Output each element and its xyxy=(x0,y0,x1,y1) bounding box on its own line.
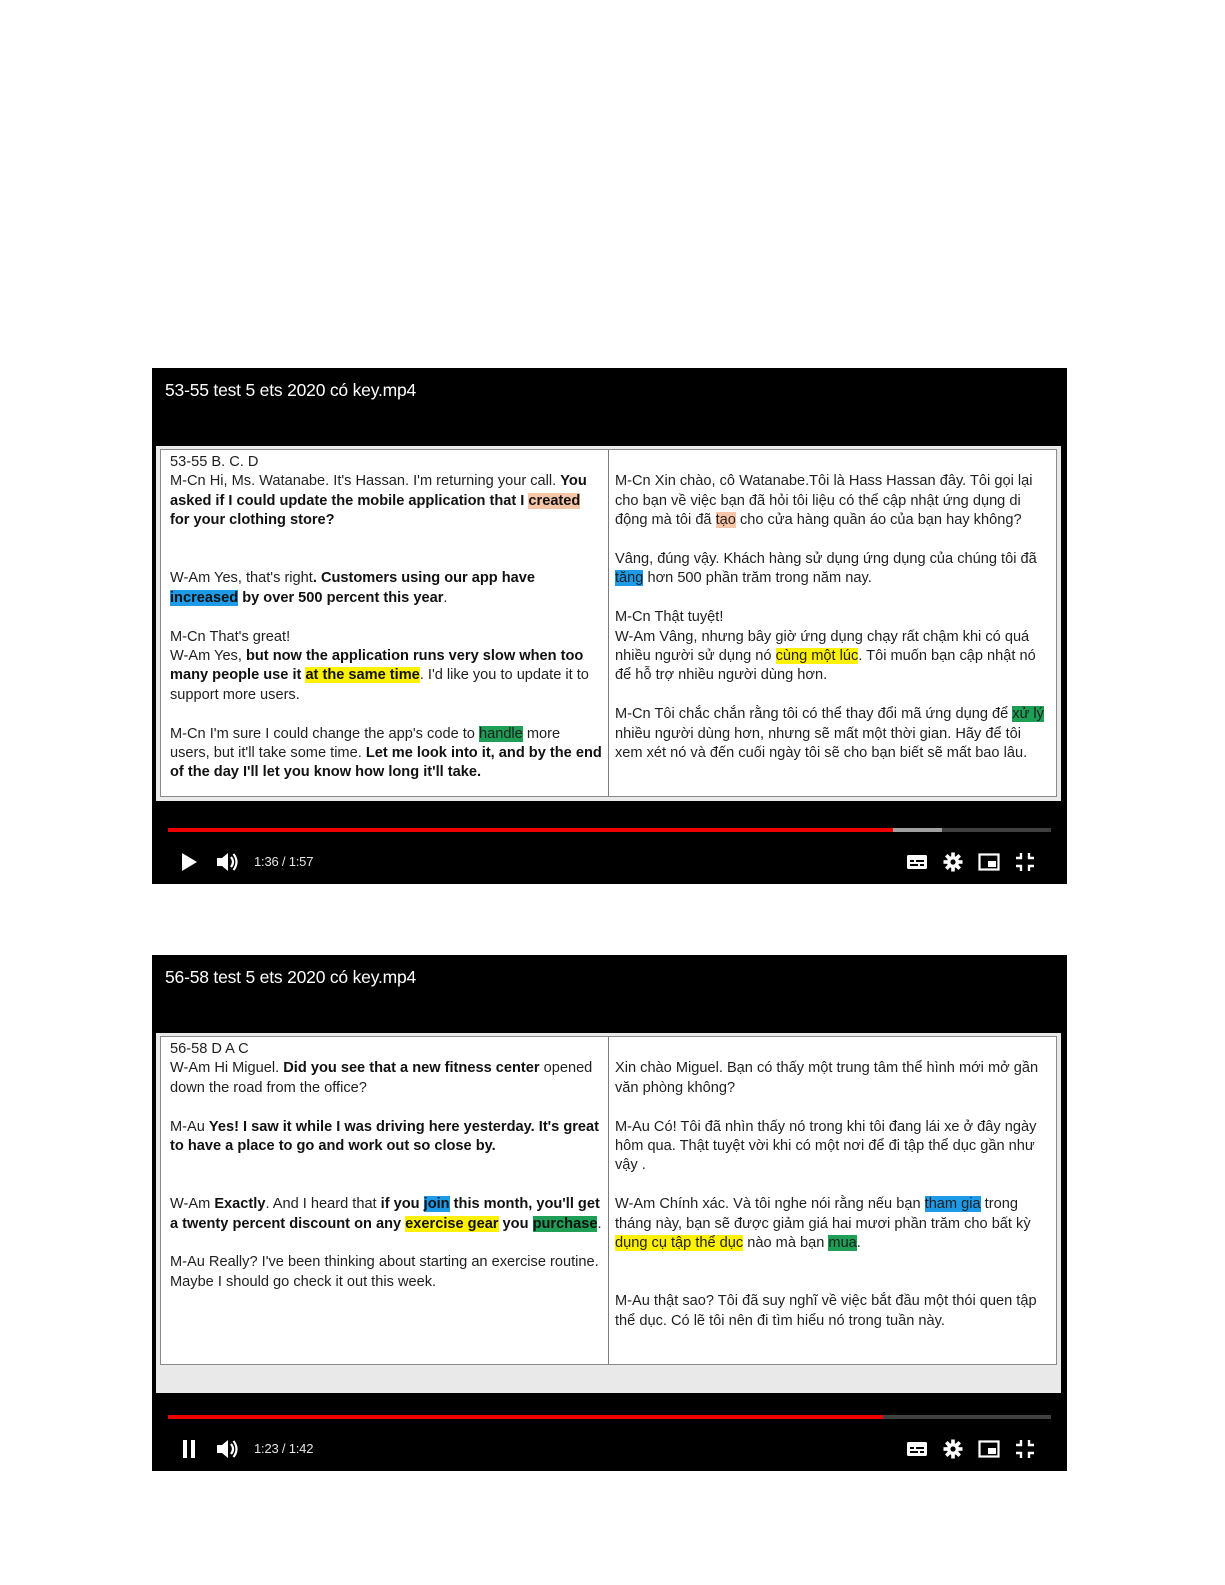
text-span-bold: if you xyxy=(380,1196,424,1213)
subtitles-button[interactable] xyxy=(904,850,930,874)
text-span: Vâng, đúng vậy. Khách hàng sử dụng ứng dụng của chúng tôi đã xyxy=(615,551,1037,567)
transcript-paragraph: Xin chào Miguel. Bạn có thấy một trung tâm thể hình mới mở gần văn phòng không? xyxy=(615,1060,1039,1096)
highlight-blue: increased xyxy=(170,589,239,606)
transcript-paragraph: M-Cn Thật tuyệt! xyxy=(615,609,724,626)
highlight-green: mua xyxy=(828,1235,857,1252)
player-controls xyxy=(152,804,1067,884)
transcript-paragraph xyxy=(615,472,1051,530)
transcript-table xyxy=(160,449,1057,797)
gear-icon xyxy=(943,852,963,872)
text-span: . Tôi muốn bạn cập nhật nó để hỗ trợ nhiều người dùng hơn. xyxy=(615,648,1036,684)
transcript-paragraph xyxy=(170,1118,603,1157)
highlight-yellow: exercise gear xyxy=(405,1215,499,1232)
control-row xyxy=(152,840,1067,884)
progress-played xyxy=(168,828,893,832)
text-span-bold: Let me look into it, and by the end of the day I'll let you know how long it'll take. xyxy=(170,745,602,781)
text-span-bold: by over 500 percent this year xyxy=(238,589,444,606)
video-title: 56-58 test 5 ets 2020 có key.mp4 xyxy=(165,967,417,987)
vietnamese-transcript-column xyxy=(609,1037,1056,1364)
text-span: more users, but it'll take some time. xyxy=(170,725,561,762)
transcript-paragraph: M-Au Có! Tôi đã nhìn thấy nó trong khi tôi đang lái xe ở đây ngày hôm qua. Thật tuyệt vời khi có một nơi để đi tập thể dục gần như vậy . xyxy=(615,1118,1037,1174)
transcript-paragraph xyxy=(170,647,603,705)
subtitles-icon xyxy=(906,1441,928,1457)
play-icon xyxy=(180,852,198,872)
highlight-orange: created xyxy=(528,492,581,509)
transcript-paragraph xyxy=(615,705,1051,763)
transcript-paragraph: M-Au thật sao? Tôi đã suy nghĩ về việc bắt đầu một thói quen tập thể dục. Có lẽ tôi nên đi tìm hiểu nó trong tuần này. xyxy=(615,1293,1037,1329)
english-transcript-column xyxy=(161,450,609,796)
highlight-green: xử lý xyxy=(1012,706,1044,723)
transcript-paragraph xyxy=(170,725,603,783)
transcript-paragraph xyxy=(615,628,1051,686)
text-span: . xyxy=(597,1215,602,1232)
text-span-bold: You asked if I could update the mobile application that I xyxy=(170,473,587,509)
highlight-yellow: cùng một lúc xyxy=(775,648,859,665)
time-display: 1:36 / 1:57 xyxy=(254,854,314,869)
vietnamese-transcript-column xyxy=(609,450,1056,796)
transcript-paragraph xyxy=(170,1195,603,1234)
text-span-bold: . Customers using our app have xyxy=(312,570,536,587)
text-span: . I'd like you to update it to support more users. xyxy=(170,667,589,703)
play-button[interactable] xyxy=(176,850,202,874)
pause-icon xyxy=(181,1439,197,1459)
video-player-2[interactable] xyxy=(152,955,1067,1471)
transcript-paragraph xyxy=(615,1195,1051,1253)
video-frame-document xyxy=(156,1033,1061,1393)
highlight-blue: join xyxy=(423,1196,450,1213)
volume-button[interactable] xyxy=(214,1437,240,1461)
transcript-table xyxy=(160,1036,1057,1365)
volume-icon xyxy=(215,1438,239,1460)
text-span-bold: Yes! I saw it while I was driving here yesterday. It's great to have a place to go and work out so close by. xyxy=(170,1118,600,1155)
text-span: hơn 500 phần trăm trong năm nay. xyxy=(643,570,872,587)
transcript-paragraph: M-Au Really? I've been thinking about starting an exercise routine. Maybe I should go check it out this week. xyxy=(170,1254,599,1290)
text-span: nào mà bạn xyxy=(743,1235,829,1252)
transcript-paragraph xyxy=(615,550,1051,589)
progress-bar[interactable] xyxy=(168,1415,1051,1419)
text-span: opened down the road from the office? xyxy=(170,1060,593,1096)
text-span: W-Am Yes, xyxy=(170,648,246,665)
text-span: W-Am Chính xác. Và tôi nghe nói rằng nếu bạn xyxy=(615,1196,925,1213)
settings-button[interactable] xyxy=(940,1437,966,1461)
progress-played xyxy=(168,1415,883,1419)
volume-button[interactable] xyxy=(214,850,240,874)
volume-icon xyxy=(215,851,239,873)
text-span-bold: this month, you'll get a twenty percent discount on any xyxy=(170,1196,600,1232)
transcript-paragraph xyxy=(170,472,603,530)
time-display: 1:23 / 1:42 xyxy=(254,1441,314,1456)
text-span: M-Au xyxy=(170,1118,209,1135)
text-span: M-Cn I'm sure I could change the app's code to xyxy=(170,725,479,742)
text-span-bold: but now the application runs very slow when too many people use it xyxy=(170,648,584,684)
transcript-header: 56-58 D A C xyxy=(170,1041,249,1057)
text-span: W-Am xyxy=(170,1196,215,1213)
english-transcript-column xyxy=(161,1037,609,1364)
miniplayer-button[interactable] xyxy=(976,1437,1002,1461)
text-span: W-Am Yes, that's right xyxy=(170,570,313,587)
highlight-blue: tham gia xyxy=(924,1196,981,1213)
highlight-yellow: dụng cụ tập thể dục xyxy=(615,1235,744,1252)
highlight-green: handle xyxy=(478,725,523,742)
video-player-1[interactable] xyxy=(152,368,1067,884)
text-span: M-Cn Hi, Ms. Watanabe. It's Hassan. I'm returning your call. xyxy=(170,473,561,490)
text-span-bold: Did you see that a new fitness center xyxy=(283,1060,540,1077)
exit-fullscreen-button[interactable] xyxy=(1012,850,1038,874)
miniplayer-icon xyxy=(978,1440,1000,1458)
exit-fullscreen-icon xyxy=(1015,852,1035,872)
text-span: W-Am Vâng, nhưng bây giờ ứng dụng chạy rất chậm khi có quá nhiều người sử dụng nó xyxy=(615,628,1030,665)
video-frame-document xyxy=(156,446,1061,801)
text-span: W-Am Hi Miguel. xyxy=(170,1060,284,1077)
text-span: . xyxy=(443,589,448,606)
highlight-orange: tạo xyxy=(715,512,736,529)
text-span: M-Cn Xin chào, cô Watanabe.Tôi là Hass Hassan đây. Tôi gọi lại cho bạn về việc bạn đã hỏi tôi liệu có thể cập nhật ứng dụng di động mà tôi đã xyxy=(615,473,1033,529)
miniplayer-button[interactable] xyxy=(976,850,1002,874)
text-span: cho cửa hàng quần áo của bạn hay không? xyxy=(735,512,1022,529)
subtitles-button[interactable] xyxy=(904,1437,930,1461)
highlight-green: purchase xyxy=(532,1215,598,1232)
text-span: nhiều người dùng hơn, nhưng sẽ mất một thời gian. Hãy để tôi xem xét nó và đến cuối ngày tôi sẽ cho bạn biết sẽ mất bao lâu. xyxy=(615,725,1028,762)
pause-button[interactable] xyxy=(176,1437,202,1461)
highlight-blue: tăng xyxy=(615,570,644,587)
exit-fullscreen-button[interactable] xyxy=(1012,1437,1038,1461)
text-span-bold: Exactly xyxy=(214,1196,266,1213)
miniplayer-icon xyxy=(978,853,1000,871)
transcript-header: 53-55 B. C. D xyxy=(170,454,259,470)
video-title: 53-55 test 5 ets 2020 có key.mp4 xyxy=(165,380,417,400)
text-span: trong tháng này, bạn sẽ được giảm giá hai mươi phần trăm cho bất kỳ xyxy=(615,1196,1031,1232)
exit-fullscreen-icon xyxy=(1015,1439,1035,1459)
control-row xyxy=(152,1427,1067,1471)
progress-bar[interactable] xyxy=(168,828,1051,832)
transcript-paragraph: M-Cn That's great! xyxy=(170,628,291,645)
transcript-paragraph xyxy=(170,569,603,608)
highlight-yellow: at the same time xyxy=(305,667,420,684)
gear-icon xyxy=(943,1439,963,1459)
subtitles-icon xyxy=(906,854,928,870)
player-controls xyxy=(152,1391,1067,1471)
transcript-paragraph xyxy=(170,1059,603,1098)
text-span: . xyxy=(856,1235,861,1252)
text-span-bold: for your clothing store? xyxy=(170,512,335,529)
text-span: M-Cn Tôi chắc chắn rằng tôi có thể thay đổi mã ứng dụng để xyxy=(615,706,1013,723)
text-span-bold: you xyxy=(498,1215,533,1232)
settings-button[interactable] xyxy=(940,850,966,874)
text-span: . And I heard that xyxy=(265,1196,381,1213)
